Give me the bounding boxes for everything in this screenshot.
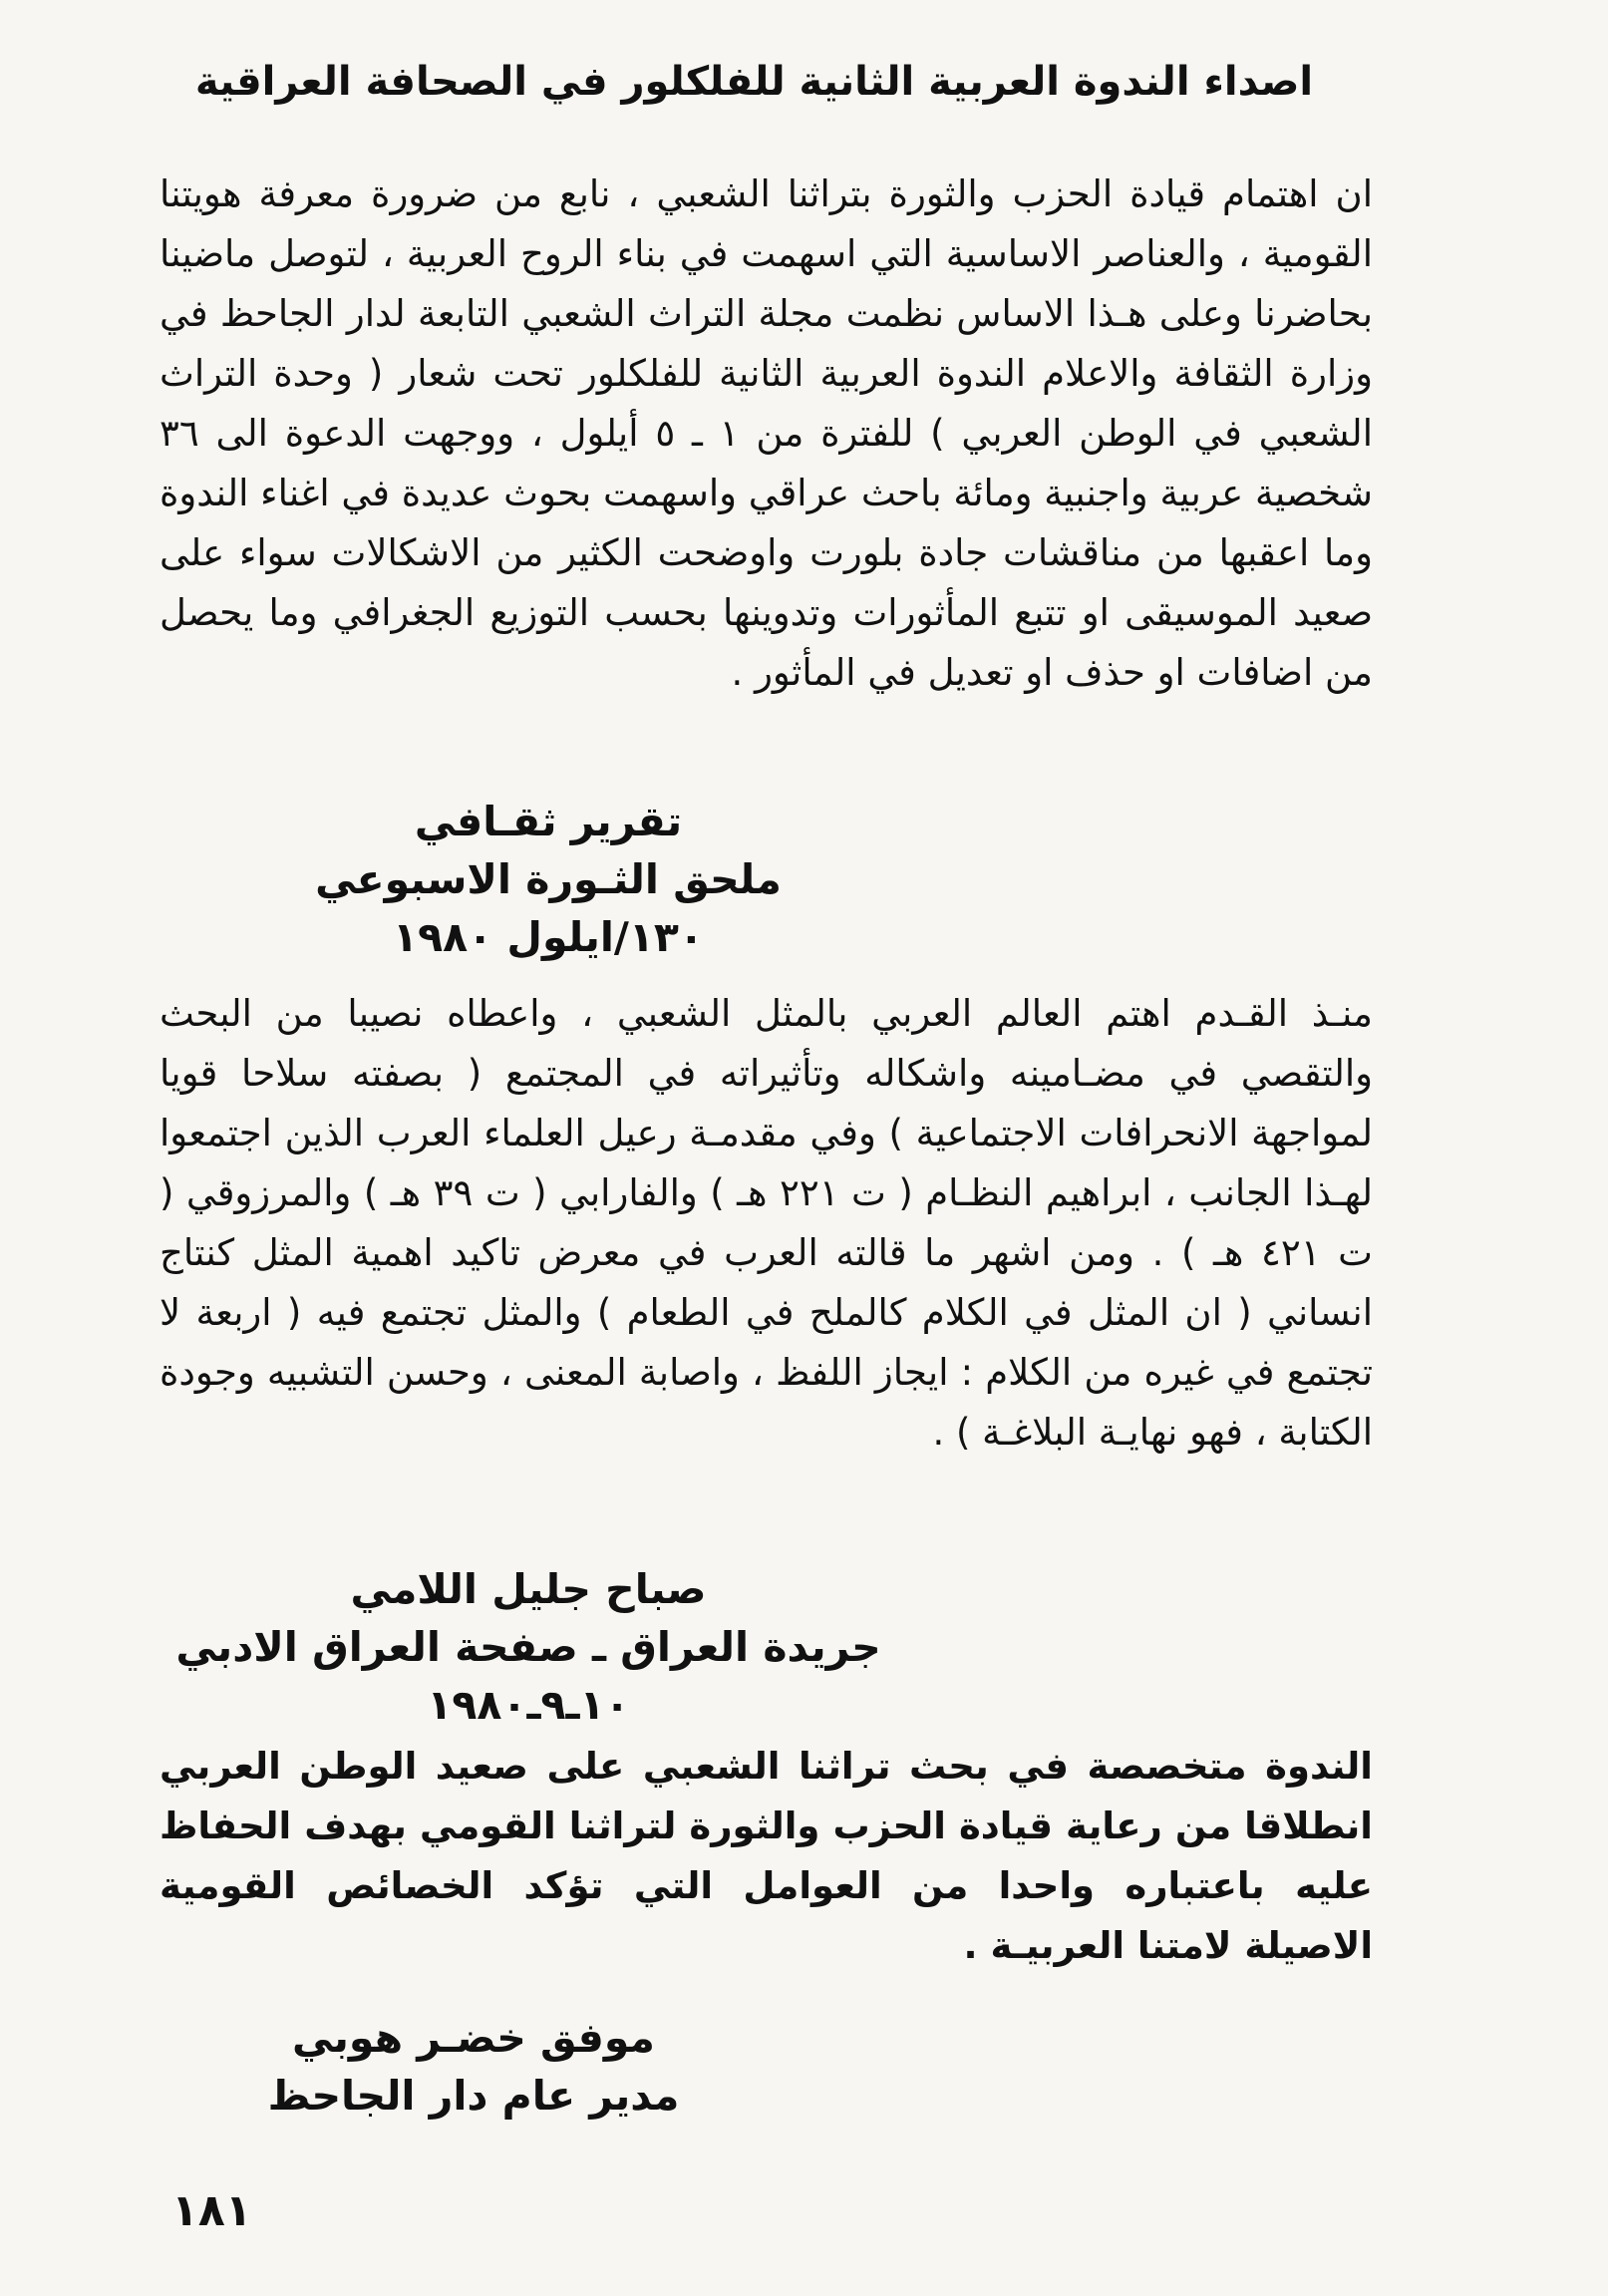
signature-2-author: صباح جليل اللامي	[350, 1565, 707, 1613]
signature-2-date: ١٠ـ٩ـ١٩٨٠	[427, 1681, 630, 1729]
signature-block-3	[239, 2009, 708, 2125]
signature-1-date: ١٣٠/ايلول ١٩٨٠	[393, 913, 704, 961]
signature-3-author: موفق خضـر هوبي	[292, 2014, 655, 2062]
signature-2-source: جريدة العراق ـ صفحة العراق الادبي	[175, 1623, 881, 1671]
signature-1-author: تقرير ثقـافي	[414, 798, 683, 845]
page-title: اصداء الندوة العربية الثانية للفلكلور في الصحافة العراقية	[194, 59, 1314, 105]
paragraph-intro: ان اهتمام قيادة الحزب والثورة بتراثنا الشعبي ، نابع من ضرورة معرفة هويتنا القومية ، والعناصر الاساسية التي اسهمت في بناء الروح العربية ، لتوصل ماضينا بحاضرنا وعلى هـذا الاساس نظمت مجلة التراث الشعبي التابعة لدار الجاحظ في وزارة الثقافة والاعلام الندوة العربية الثانية للفلكلور تحت شعار ( وحدة التراث الشعبي في الوطن العربي ) للفترة من ١ ـ ٥ أيلول ، ووجهت الدعوة الى ٣٦ شخصية عربية واجنبية ومائة باحث عراقي واسهمت بحوث عديدة في اغناء الندوة وما اعقبها من مناقشات جادة بلورت واوضحت الكثير من الاشكالات سواء على صعيد الموسيقى او تتبع المأثورات وتدوينها بحسب التوزيع الجغرافي وما يحصل من اضافات او حذف او تعديل في المأثور .	[160, 172, 1373, 694]
paragraph-symposium: الندوة متخصصة في بحث تراثنا الشعبي على صعيد الوطن العربي انطلاقا من رعاية قيادة الحزب والثورة لتراثنا القومي بهدف الحفاظ عليه باعتباره واحدا من العوامل التي تؤكد الخصائص القومية الاصيلة لامتنا العربيـة .	[160, 1745, 1373, 1967]
signature-1-source: ملحق الثـورة الاسبوعي	[315, 855, 782, 903]
page-number: ١٨١	[171, 2185, 252, 2236]
signature-block-2	[130, 1560, 927, 1734]
paragraph-proverbs: منـذ القـدم اهتم العالم العربي بالمثل الشعبي ، واعطاه نصيبا من البحث والتقصي في مضـامينه واشكاله وتأثيراته في المجتمع ( بصفته سلاحا قويا لمواجهة الانحرافات الاجتماعية ) وفي مقدمـة رعيل العلماء العرب الذين اجتمعوا لهـذا الجانب ، ابراهيم النظـام ( ت ٢٢١ هـ ) والفارابي ( ت ٣٩ هـ ) والمرزوقي ( ت ٤٢١ هـ ) . ومن اشهر ما قالته العرب في معرض تاكيد اهمية المثل كنتاج انساني ( ان المثل في الكلام كالملح في الطعام ) والمثل تجتمع فيه ( اربعة لا تجتمع في غيره من الكلام : ايجاز اللفظ ، واصابة المعنى ، وحسن التشبيه وجودة الكتابة ، فهو نهايـة البلاغـة ) .	[160, 992, 1374, 1454]
signature-block-1	[299, 793, 798, 966]
signature-3-role: مدير عام دار الجاحظ	[267, 2072, 680, 2120]
